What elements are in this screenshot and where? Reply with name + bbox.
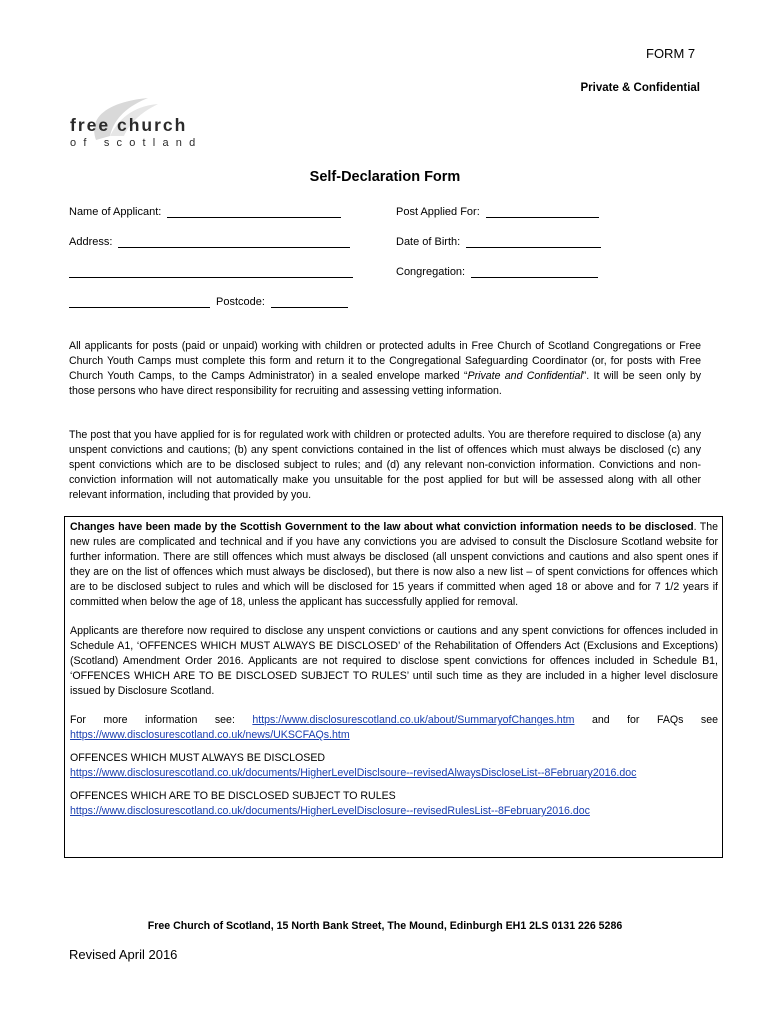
address-field[interactable]: [69, 235, 350, 248]
congregation-label: Congregation:: [396, 266, 466, 278]
applicant-name-label: Name of Applicant:: [69, 206, 162, 218]
notice-schedule-paragraph: Applicants are therefore now required to disclose any unspent convictions or cautions and any spent convictions for offences included in Schedule A1, ‘OFFENCES WHICH MUST ALWAYS BE DISCLOSED’ of the Rehabilitation of Offenders Act (Exclusions and Exceptions) (Scotland) Amendment Order 2016. Applicants are not required to disclose spent convictions for offences included in Schedule B1, ‘OFFENCES WHICH ARE TO BE DISCLOSED SUBJECT TO RULES’ until such time as they are included in a higher level disclosure issued by Disclosure Scotland.: [70, 625, 718, 697]
congregation-field[interactable]: [396, 265, 598, 278]
applicant-name-field[interactable]: [69, 205, 341, 218]
notice-more-info-paragraph: [70, 713, 718, 743]
notice-always-disclosed: [70, 751, 718, 781]
address-line-3[interactable]: [69, 295, 210, 308]
date-of-birth-field[interactable]: [396, 235, 601, 248]
more-info-text: For more information see:: [70, 714, 253, 726]
notice-subject-to-rules: [70, 789, 718, 819]
faq-link[interactable]: https://www.disclosurescotland.co.uk/news/UKSCFAQs.htm: [70, 729, 350, 741]
notice-lead-rest: . The new rules are complicated and technical and if you have any convictions you are advised to consult the Disclosure Scotland website for further information. There are still offences which must always be disclosed (all unspent convictions and cautions and also spent ones if they are on the list of offences which must always be disclosed), but there is now also a new list – of spent convictions for offences which are to be disclosed subject to rules and which will be disclosed for 15 years if committed when aged 18 or above and for 7 1/2 years if committed when below the age of 18, unless the applicant has successfully applied for removal.: [70, 521, 718, 608]
regulated-work-paragraph: The post that you have applied for is for regulated work with children or protected adults. You are therefore required to disclose (a) any unspent convictions and cautions; (b) any spent convictions contained in the list of offences which must always be disclosed (c) any spent convictions which are to be disclosed subject to rules; and (d) any relevant non-conviction information. Convictions and non-conviction information will not automatically make you unsuitable for the post applied for but will be assessed along with all other relevant information, including that provided by you.: [69, 429, 701, 501]
disclosure-notice-box: [64, 516, 723, 858]
summary-of-changes-link[interactable]: https://www.disclosurescotland.co.uk/about/SummaryofChanges.htm: [252, 714, 575, 726]
address-line-1[interactable]: [118, 235, 350, 248]
post-applied-field[interactable]: [396, 205, 599, 218]
address-line-2-field[interactable]: [69, 265, 353, 278]
logo-line-2: of scotland: [70, 137, 203, 149]
post-applied-line[interactable]: [486, 205, 599, 218]
congregation-line[interactable]: [471, 265, 598, 278]
address-line-2[interactable]: [69, 265, 353, 278]
intro-text: All applicants for posts (paid or unpaid) working with children or protected adults in Free Church of Scotland Congregations or Free Church Youth Camps must complete this form and return it to the Congregational Safeguarding Coordinator (or, for posts with Free Church Youth Camps, to the Camps Administrator) in a sealed envelope marked “: [69, 340, 701, 382]
post-applied-label: Post Applied For:: [396, 206, 480, 218]
date-of-birth-label: Date of Birth:: [396, 236, 461, 248]
always-disclosed-list-link[interactable]: https://www.disclosurescotland.co.uk/documents/HigherLevelDisclsoure--revisedAlwaysDiscloseList--8February2016.doc: [70, 767, 637, 779]
revision-date: Revised April 2016: [69, 947, 178, 962]
faq-text: and for FAQs see: [574, 714, 718, 726]
applicant-name-line[interactable]: [167, 205, 341, 218]
logo-line-1: free church: [70, 115, 188, 135]
footer-address: Free Church of Scotland, 15 North Bank Street, The Mound, Edinburgh EH1 2LS 0131 226 5286: [147, 920, 623, 932]
subject-to-rules-list-link[interactable]: https://www.disclosurescotland.co.uk/documents/HigherLevelDisclosure--revisedRulesList--8February2016.doc: [70, 805, 590, 817]
intro-paragraph: [69, 339, 701, 399]
form-title: Self-Declaration Form: [309, 169, 461, 185]
address-label: Address:: [69, 236, 113, 248]
intro-text-end: ”. It will be seen only by those persons who have direct responsibility for recruiting and assessing vetting information.: [69, 370, 702, 397]
church-logo: [66, 96, 206, 156]
subject-to-rules-heading: OFFENCES WHICH ARE TO BE DISCLOSED SUBJECT TO RULES: [70, 790, 396, 802]
form-number: FORM 7: [646, 46, 696, 61]
postcode-line[interactable]: [271, 295, 348, 308]
notice-changes-paragraph: [70, 520, 718, 610]
confidential-label: Private & Confidential: [580, 82, 700, 94]
postcode-field[interactable]: [69, 295, 348, 308]
notice-bold-lead: Changes have been made by the Scottish Government to the law about what conviction information needs to be disclosed: [70, 521, 694, 533]
date-of-birth-line[interactable]: [466, 235, 601, 248]
postcode-label: Postcode:: [216, 296, 265, 308]
intro-italic-text: Private and Confidential: [467, 370, 583, 382]
always-disclosed-heading: OFFENCES WHICH MUST ALWAYS BE DISCLOSED: [70, 752, 326, 764]
